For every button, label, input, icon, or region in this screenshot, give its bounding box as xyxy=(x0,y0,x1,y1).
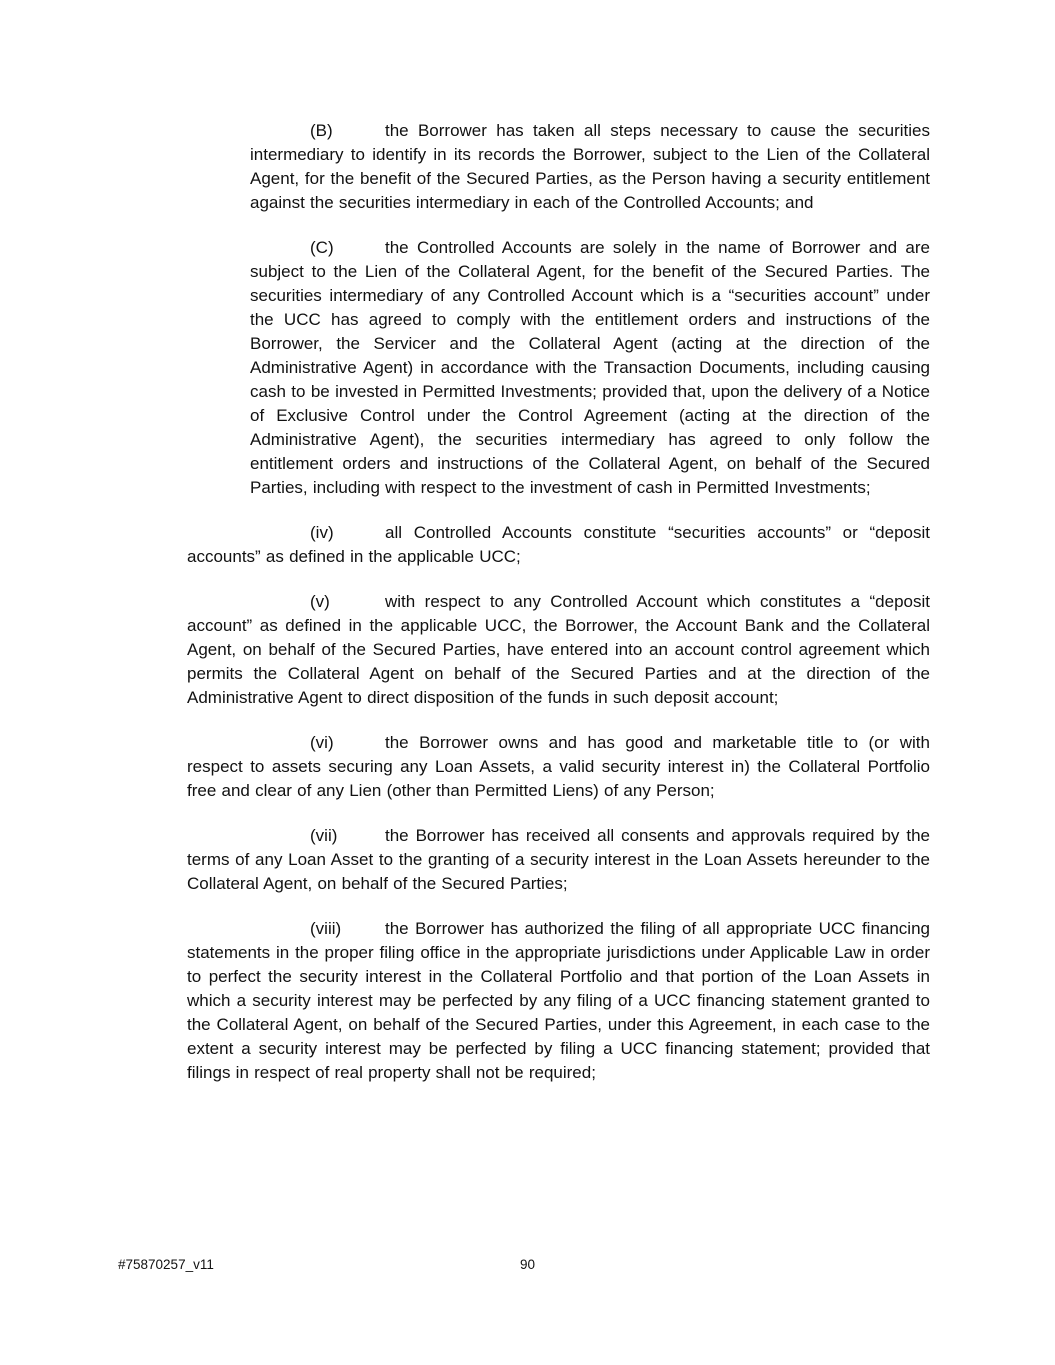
paragraph-C-text: the Controlled Accounts are solely in the name of Borrower and are subject to the Lien of the Collateral Agent, for the benefit of the Secured Parties. The securities intermediary of any Controlled Account which is a “securities account” under the UCC has agreed to comply with the entitlement orders and instructions of the Borrower, the Servicer and the Collateral Agent (acting at the direction of the Administrative Agent) in accordance with the Transaction Documents, including causing cash to be invested in Permitted Investments; provided that, upon the delivery of a Notice of Exclusive Control under the Control Agreement (acting at the direction of the Administrative Agent), the securities intermediary has agreed to only follow the entitlement orders and instructions of the Collateral Agent, on behalf of the Secured Parties, including with respect to the investment of cash in Permitted Investments; xyxy=(250,238,930,497)
paragraph-vii-text: the Borrower has received all consents and approvals required by the terms of any Loan Asset to the granting of a security interest in the Loan Assets hereunder to the Collateral Agent, on behalf of the Secured Parties; xyxy=(187,826,930,893)
paragraph-vi-label: (vi) xyxy=(310,733,334,752)
paragraph-vii-label: (vii) xyxy=(310,826,338,845)
paragraph-C-label: (C) xyxy=(310,238,334,257)
paragraph-v xyxy=(187,590,930,710)
paragraph-iv xyxy=(187,521,930,569)
paragraph-vii xyxy=(187,824,930,896)
paragraph-v-text: with respect to any Controlled Account which constitutes a “deposit account” as defined in the applicable UCC, the Borrower, the Account Bank and the Collateral Agent, on behalf of the Secured Parties, have entered into an account control agreement which permits the Collateral Agent on behalf of the Secured Parties and at the direction of the Administrative Agent to direct disposition of the funds in such deposit account; xyxy=(187,592,930,707)
paragraph-vi-text: the Borrower owns and has good and marketable title to (or with respect to assets securing any Loan Assets, a valid security interest in) the Collateral Portfolio free and clear of any Lien (other than Permitted Liens) of any Person; xyxy=(187,733,930,800)
footer-page-number: 90 xyxy=(519,1257,536,1272)
document-body xyxy=(0,119,1055,1106)
paragraph-viii-text: the Borrower has authorized the filing of all appropriate UCC financing statements in the proper filing office in the appropriate jurisdictions under Applicable Law in order to perfect the security interest in the Collateral Portfolio and that portion of the Loan Assets in which a security interest may be perfected by any filing of a UCC financing statement granted to the Collateral Agent, on behalf of the Secured Parties, under this Agreement, in each case to the extent a security interest may be perfected by filing a UCC financing statement; provided that filings in respect of real property shall not be required; xyxy=(187,919,930,1082)
paragraph-viii xyxy=(187,917,930,1085)
paragraph-C xyxy=(250,236,930,500)
paragraph-B-label: (B) xyxy=(310,121,333,140)
paragraph-vi xyxy=(187,731,930,803)
paragraph-B xyxy=(250,119,930,215)
paragraph-v-label: (v) xyxy=(310,592,330,611)
paragraph-iv-text: all Controlled Accounts constitute “securities accounts” or “deposit accounts” as defined in the applicable UCC; xyxy=(187,523,930,566)
footer-document-id: #75870257_v11 xyxy=(118,1257,214,1272)
paragraph-B-text: the Borrower has taken all steps necessary to cause the securities intermediary to identify in its records the Borrower, subject to the Lien of the Collateral Agent, for the benefit of the Secured Parties, as the Person having a security entitlement against the securities intermediary in each of the Controlled Accounts; and xyxy=(250,121,930,212)
paragraph-viii-label: (viii) xyxy=(310,919,342,938)
paragraph-iv-label: (iv) xyxy=(310,523,334,542)
